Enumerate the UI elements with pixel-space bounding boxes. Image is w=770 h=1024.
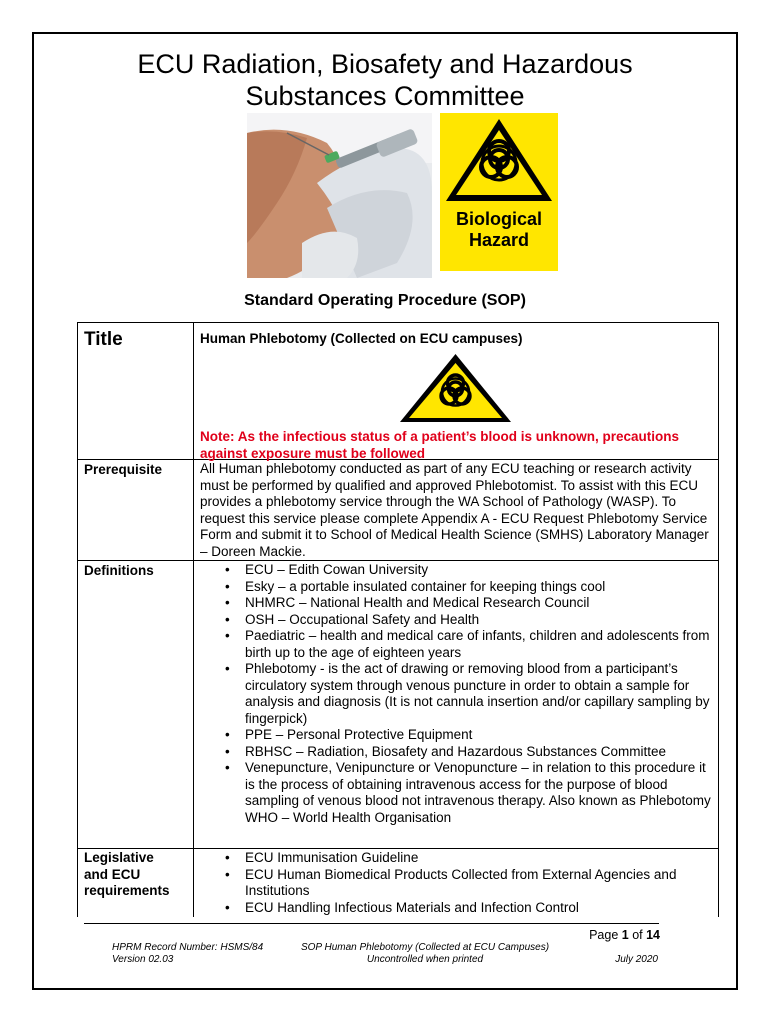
footer-date: July 2020 bbox=[615, 954, 658, 965]
list-item: WHO – World Health Organisation bbox=[245, 809, 452, 825]
list-item: • ECU – Edith Cowan University bbox=[200, 562, 715, 579]
list-item: • ECU Immunisation Guideline bbox=[200, 850, 715, 867]
legislative-label: Legislative and ECU requirements bbox=[84, 850, 170, 898]
title-label: Title bbox=[84, 329, 123, 350]
infection-warning-note: Note: As the infectious status of a patient’s blood is unknown, precautions against exposure must be followed bbox=[200, 429, 680, 461]
table-row-divider bbox=[77, 560, 719, 561]
definitions-label: Definitions bbox=[84, 563, 154, 578]
list-item: • Esky – a portable insulated container for keeping things cool bbox=[200, 579, 715, 596]
legislative-list bbox=[200, 850, 715, 916]
table-column-divider bbox=[193, 322, 194, 917]
phlebotomy-photo bbox=[247, 113, 432, 278]
hazard-label: Biological Hazard bbox=[455, 209, 542, 250]
prerequisite-label: Prerequisite bbox=[84, 462, 163, 477]
list-item: • Phlebotomy - is the act of drawing or removing blood from a participant’s circulatory system through venous puncture in order to obtain a sample for analysis and diagnosis (It is not cannula insertion and/or capillary sampling by fingerpick) bbox=[200, 661, 715, 727]
table-right-border bbox=[718, 322, 719, 917]
footer-document-title: SOP Human Phlebotomy (Collected at ECU Campuses) Uncontrolled when printed bbox=[300, 942, 550, 965]
definitions-list bbox=[200, 562, 715, 826]
table-top-border bbox=[77, 322, 719, 323]
list-item: • PPE – Personal Protective Equipment bbox=[200, 727, 715, 744]
sop-heading: Standard Operating Procedure (SOP) bbox=[244, 292, 526, 309]
table-left-border bbox=[77, 322, 78, 917]
list-item: • NHMRC – National Health and Medical Research Council bbox=[200, 595, 715, 612]
list-item: • RBHSC – Radiation, Biosafety and Hazardous Substances Committee bbox=[200, 744, 715, 761]
prerequisite-text: All Human phlebotomy conducted as part of any ECU teaching or research activity must be performed by qualified and approved Phlebotomist. To assist with this ECU provides a phlebotomy service through the WA School of Pathology (WASP). To request this service please complete Appendix A - ECU Request Phlebotomy Service Form and submit it to School of Medical Health Science (SMHS) Laboratory Manager – Doreen Mackie. bbox=[200, 461, 709, 559]
biological-hazard-sign bbox=[440, 113, 558, 271]
table-row-divider bbox=[77, 848, 719, 849]
document-title: ECU Radiation, Biosafety and Hazardous Substances Committee bbox=[137, 49, 633, 111]
page-number: Page 1 of 14 bbox=[589, 928, 660, 942]
biohazard-warning-icon bbox=[398, 352, 513, 429]
list-item: • ECU Handling Infectious Materials and Infection Control bbox=[200, 900, 715, 917]
biohazard-triangle-icon bbox=[440, 113, 558, 208]
title-value: Human Phlebotomy (Collected on ECU campuses) bbox=[200, 331, 523, 346]
footer-record-info: HPRM Record Number: HSMS/84 Version 02.03 bbox=[112, 942, 264, 965]
footer-rule bbox=[84, 923, 659, 924]
list-item: • Venepuncture, Venipuncture or Venopuncture – in relation to this procedure it is the process of obtaining intravenous access for the purpose of blood sampling of venous blood not intravenous therapy. Also known as Phlebotomy bbox=[200, 760, 715, 810]
list-item: • Paediatric – health and medical care of infants, children and adolescents from birth up to the age of eighteen years bbox=[200, 628, 715, 661]
list-item: • ECU Human Biomedical Products Collected from External Agencies and Institutions bbox=[200, 867, 715, 900]
list-item: • OSH – Occupational Safety and Health bbox=[200, 612, 715, 629]
